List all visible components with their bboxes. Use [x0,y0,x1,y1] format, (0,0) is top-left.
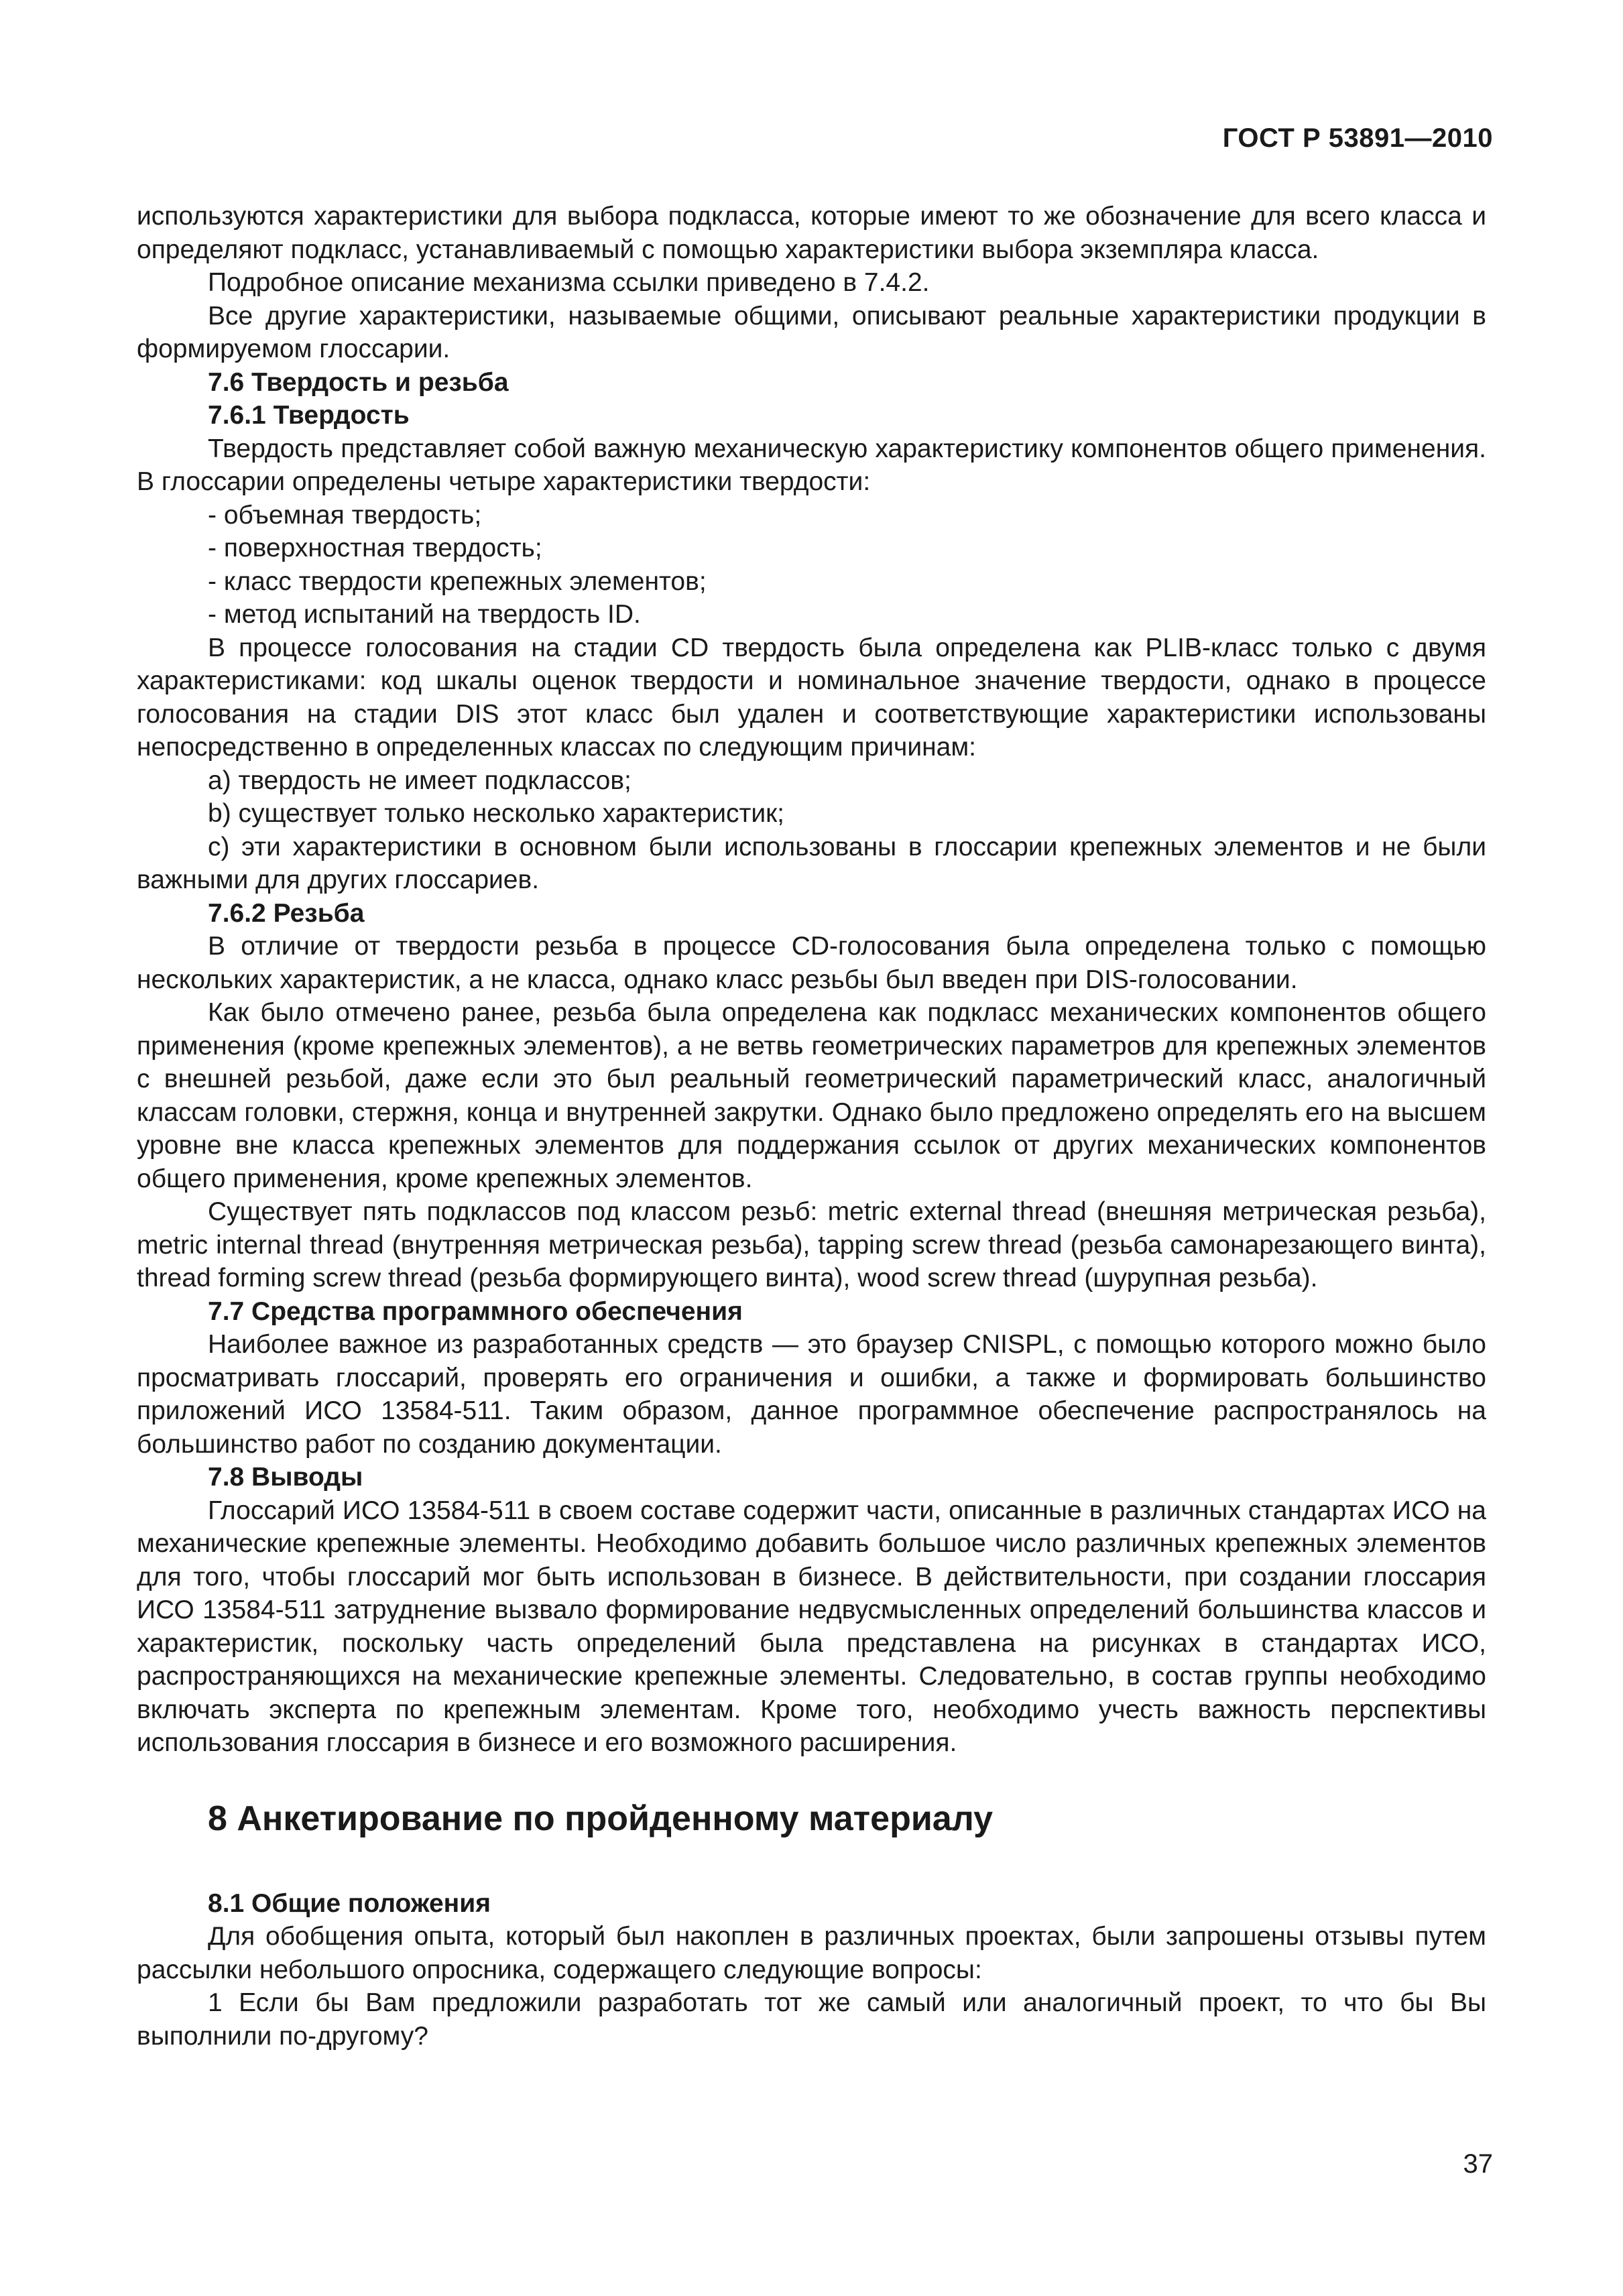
paragraph: Для обобщения опыта, который был накоплен в различных проектах, были запрошены отзывы путем рассылки небольшого опросника, содержащего следующие вопросы: [137,1922,1486,1984]
paragraph: используются характеристики для выбора подкласса, которые имеют то же обозначение для всего класса и определяют подкласс, устанавливаемый с помощью характеристики выбора экземпляра класса. [137,202,1486,264]
paragraph: В отличие от твердости резьба в процессе CD-голосования была определена только с помощью нескольких характеристик, а не класса, однако класс резьбы был введен при DIS-голосовании. [137,932,1486,994]
paragraph: Существует пять подклассов под классом резьб: metric external thread (внешняя метрическая резьба), metric internal thread (внутренняя метрическая резьба), tapping screw thread (резьба самонарезающего винта), thread forming screw thread (резьба формирующего винта), wood screw thread (шурупная резьба). [137,1197,1486,1292]
paragraph: - метод испытаний на твердость ID. [208,600,641,629]
paragraph: - объемная твердость; [208,500,482,530]
document-body [137,200,1486,2053]
paragraph: - класс твердости крепежных элементов; [208,566,707,596]
paragraph: c) эти характеристики в основном были использованы в глоссарии крепежных элементов и не были важными для других глоссариев. [137,832,1486,894]
paragraph: b) существует только несколько характеристик; [208,799,785,828]
paragraph: Наиболее важное из разработанных средств — это браузер CNISPL, с помощью которого можно было просматривать глоссарий, проверять его ограничения и ошибки, а также и формировать большинство приложений ИСО 13584-511. Таким образом, данное программное обеспечение распространялось на большинство работ по созданию документации. [137,1330,1486,1459]
paragraph: Глоссарий ИСО 13584-511 в своем составе содержит части, описанные в различных стандартах ИСО на механические крепежные элементы. Необходимо добавить большое число различных крепежных элементов для того, чтобы глоссарий мог быть использован в бизнесе. В действительности, при создании глоссария ИСО 13584-511 затруднение вызвало формирование недвусмысленных определений большинства классов и характеристик, поскольку часть определений была представлена на рисунках в стандартах ИСО, распространяющихся на механические крепежные элементы. Следовательно, в состав группы необходимо включать эксперта по крепежным элементам. Кроме того, необходимо учесть важность перспективы использования глоссария в бизнесе и его возможного расширения. [137,1496,1486,1757]
subsection-heading: 7.6 Твердость и резьба [208,367,509,397]
paragraph: 1 Если бы Вам предложили разработать тот же самый или аналогичный проект, то что бы Вы выполнили по-другому? [137,1988,1486,2051]
paragraph: Твердость представляет собой важную механическую характеристику компонентов общего применения. В глоссарии определены четыре характеристики твердости: [137,434,1486,496]
paragraph: Как было отмечено ранее, резьба была определена как подкласс механических компонентов общего применения (кроме крепежных элементов), а не ветвь геометрических параметров для крепежных элементов с внешней резьбой, даже если это был реальный геометрический параметрический класс, аналогичный классам головки, стержня, конца и внутренней закрутки. Однако было предложено определять его на высшем уровне вне класса крепежных элементов для поддержания ссылок от других механических компонентов общего применения, кроме крепежных элементов. [137,998,1486,1193]
subsection-heading: 7.8 Выводы [208,1463,363,1492]
paragraph: Подробное описание механизма ссылки приведено в 7.4.2. [208,268,930,297]
section-heading: 8 Анкетирование по пройденному материалу [208,1799,993,1838]
subsection-heading: 7.7 Средства программного обеспечения [208,1296,743,1326]
subsection-heading: 7.6.1 Твердость [208,401,410,430]
standard-header: ГОСТ Р 53891—2010 [1222,123,1493,153]
paragraph: Все другие характеристики, называемые общими, описывают реальные характеристики продукции в формируемом глоссарии. [137,301,1486,363]
paragraph: В процессе голосования на стадии CD твердость была определена как PLIB-класс только с двумя характеристиками: код шкалы оценок твердости и номинальное значение твердости, однако в процессе голосования на стадии DIS этот класс был удален и соответствующие характеристики использованы непосредственно в определенных классах по следующим причинам: [137,633,1486,762]
paragraph: a) твердость не имеет подклассов; [208,766,632,795]
page-number: 37 [1463,2149,1493,2179]
paragraph: - поверхностная твердость; [208,534,542,562]
subsection-heading: 7.6.2 Резьба [208,898,365,928]
subsection-heading: 8.1 Общие положения [208,1888,491,1918]
